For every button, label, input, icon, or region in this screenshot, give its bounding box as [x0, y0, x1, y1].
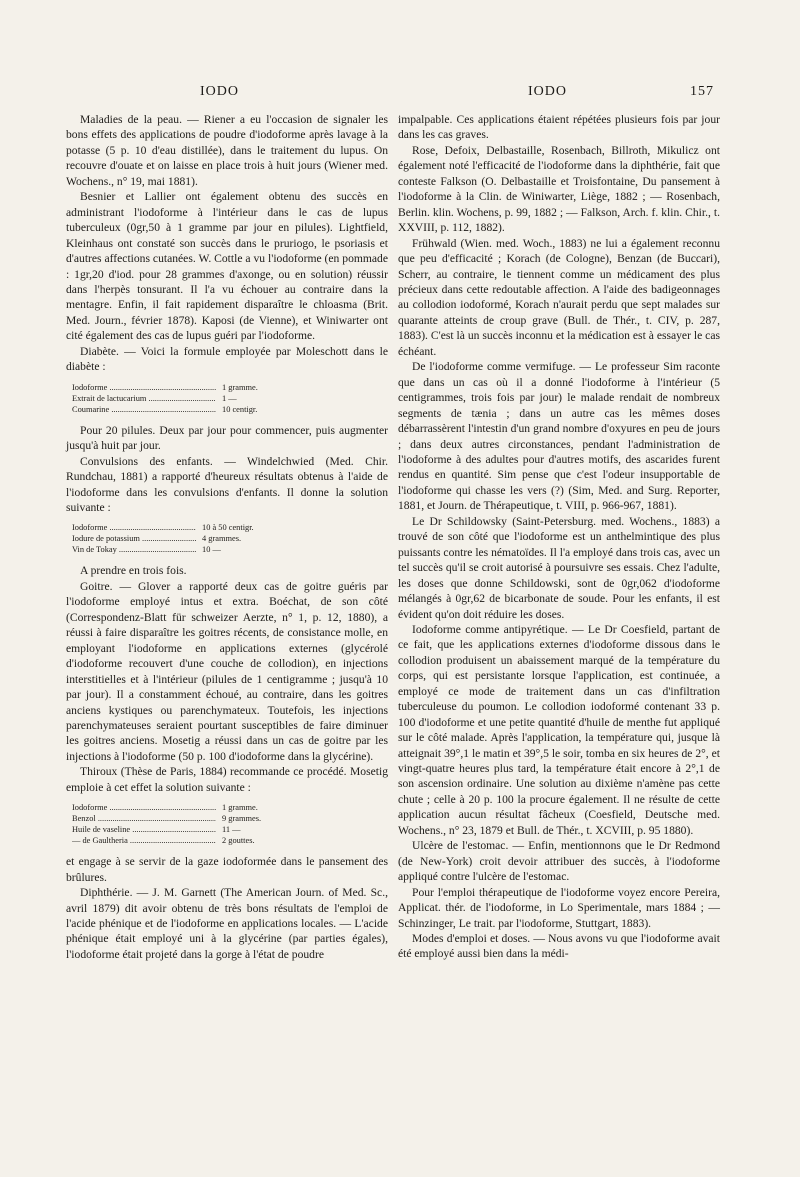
quantity: 4 grammes.	[202, 534, 242, 544]
ingredient: Coumarine .....	[72, 404, 216, 415]
ingredient: Iodoforme .....	[72, 522, 196, 533]
formula-convulsions	[72, 522, 292, 555]
ingredient: Vin de Tokay .....	[72, 544, 196, 555]
paragraph: Diabète. — Voici la formule employée par Moleschott dans le diabète :	[66, 344, 388, 374]
formula-row	[72, 824, 292, 835]
paragraph: Convulsions des enfants. — Windelchwied (Med. Chir. Rundchau, 1881) a rapporté d'heureux résultats obtenus à l'aide de l'iodoforme dans les convulsions d'enfants. Il donne la solution suivante :	[66, 454, 388, 514]
running-head-left: IODO	[200, 84, 239, 99]
ingredient: Iodoforme .....	[72, 802, 216, 813]
paragraph: Pour 20 pilules. Deux par jour pour commencer, puis augmenter jusqu'à huit par jour.	[66, 423, 388, 453]
quantity: 10 —	[202, 545, 221, 555]
paragraph: Maladies de la peau. — Riener a eu l'occasion de signaler les bons effets des applications de poudre d'iodoforme après lavage à la potasse (5 p. 10 d'eau distillée), dans le traitement du lupus. On recouvre d'ouate et on laisse en place trois à huit jours (Wiener med. Wochens., n° 19, mai 1881).	[66, 113, 388, 188]
paragraph: impalpable. Ces applications étaient répétées plusieurs fois par jour dans les cas graves.	[398, 113, 720, 142]
paragraph: Rose, Defoix, Delbastaille, Rosenbach, Billroth, Mikulicz ont également noté l'efficacité de l'iodoforme dans la diphthérie, fait que conteste Falkson (O. Delbastaille et Troisfontaine, Du pansement à l'iodoforme à la Clin. de Winiwarter, Liège, 1882 ; — Rosenbach, Berlin. klin. Wochens, p. 99, 1882 ; — Falkson, Arch. f. klin. Chir., t. XXVIII, p. 112, 1882).	[398, 143, 720, 235]
paragraph: et engage à se servir de la gaze iodoformée dans le pansement des brûlures.	[66, 855, 388, 884]
paragraph: De l'iodoforme comme vermifuge. — Le professeur Sim raconte que dans un cas où il a donné l'iodoforme à l'intérieur (5 centigrammes, trois fois par jour) le malade rendait de nombreux segments de tænia ; dans un autre cas les mêmes doses débarrassèrent l'intestin d'un grand nombre d'oxyures en peu de jours ; dans deux autres circonstances, pendant l'administration de l'iodoforme à des adultes pour d'autres motifs, des ascarides furent rendus en quantité. Sim pense que c'est l'odeur insupportable de l'iodoforme qui chasse les vers (?) (Sim, Med. and Surg. Reporter, 1881, et Journ. de Thérapeutique, t. VIII, p. 966-967, 1881).	[398, 360, 720, 513]
formula-row	[72, 533, 292, 544]
paragraph: Iodoforme comme antipyrétique. — Le Dr Coesfield, partant de ce fait, que les applications externes d'iodoforme dissous dans le collodion produisent un abaissement marqué de la température du corps, qui est persistante lorsque l'application, est continuée, a employé ce mode de traitement dans un cas d'infiltration tuberculeuse du poumon. Le collodion iodoformé contenant 33 p. 100 d'iodoforme et une petite quantité d'huile de menthe fut appliqué sur le côté malade. Après l'application, la température qui, jusque là atteignait 39°,1 le matin et 39°,5 le soir, tomba en six heures de 2°, et vingt-quatre heures plus tard, la température était encore à 2°,1 de son ascension ordinaire. Une solution au dixième n'amène pas cette chute ; celle à 20 p. 100 la procure également. Il ne résulte de cette application aucun résultat fâcheux (Coesfield, Deutsche med. Wochens., n° 23, 1879 et Bull. de Thér., t. XCVIII, p. 95 1880).	[398, 622, 720, 837]
paragraph: Pour l'emploi thérapeutique de l'iodoforme voyez encore Pereira, Applicat. thér. de l'iodoforme, in Lo Sperimentale, mars 1884 ; — Schinzinger, Le trait. par l'iodoforme, Stuttgart, 1883).	[398, 885, 720, 930]
ingredient: Benzol .....	[72, 813, 216, 824]
quantity: 1 gramme.	[222, 803, 258, 813]
formula-row	[72, 544, 292, 555]
left-column	[66, 112, 388, 962]
right-column	[398, 112, 720, 962]
paragraph: Besnier et Lallier ont également obtenu des succès en administrant l'iodoforme à l'intérieur dans le cas de lupus tuberculeux (0gr,50 à 1 gramme par jour en pilules). Lightfield, Kleinhaus ont constaté son succès dans le pruriogo, le psoriasis et d'autres affections cutanées. W. Cottle a vu l'iodoforme (en pommade : 1gr,20 d'iod. pour 28 grammes d'axonge, ou en solution) réussir dans l'herpès tonsurant. Il l'a vu échouer au contraire dans la mentagre. Enfin, il fait rapidement disparaître le chloasma (Brit. Med. Journ., février 1878). Kaposi (de Vienne), et Winiwarter ont cité également des cas de lupus guéri par l'iodoforme.	[66, 190, 388, 343]
formula-row	[72, 813, 292, 824]
ingredient: — de Gaultheria .....	[72, 835, 216, 846]
paragraph: Modes d'emploi et doses. — Nous avons vu que l'iodoforme avait été employé aussi bien dans la médi-	[398, 932, 720, 961]
quantity: 11 —	[222, 825, 241, 835]
paragraph: Goitre. — Glover a rapporté deux cas de goitre guéris par l'iodoforme employé intus et extra. Boéchat, de son côté (Correspondenz-Blatt für schweizer Aerzte, n° 1, p. 12, 1880), a réussi à faire disparaître les goitres récents, de consistance molle, en employant l'iodoforme en applications externes (glycérolé d'iodoforme recouvert d'une couche de collodion), en injections interstitielles et à l'intérieur (pilules de 1 centigramme ; jusqu'à 10 par jour). Il a constamment échoué, au contraire, dans les goitres anciens kystiques ou parenchymateux. Toutefois, les injections parenchymateuses seraient pourtant susceptibles de faire diminuer les goitres anciens. Mosetig a réussi dans un cas de goitre par les injections à l'iodoforme (50 p. 100 d'iodoforme dans la glycérine).	[66, 579, 388, 763]
quantity: 10 centigr.	[222, 404, 258, 414]
quantity: 9 grammes.	[222, 814, 262, 824]
formula-row	[72, 522, 292, 533]
ingredient: Iodoforme .....	[72, 382, 216, 393]
ingredient: Extrait de lactucarium .....	[72, 393, 216, 404]
paragraph: Le Dr Schildowsky (Saint-Petersburg. med. Wochens., 1883) a trouvé de son côté que l'iodoforme est un anthelmintique des plus puissants contre les nématoïdes. Il l'a employé dans trois cas, avec un tel succès qu'il se croit autorisé à poursuivre ses essais. Chez l'adulte, les doses que donne Schildowski, sont de 0gr,062 d'iodoforme mélangés à 0gr,62 de bicarbonate de soude. Pour les enfants, il est évident qu'on doit réduire les doses.	[398, 514, 720, 621]
quantity: 1 —	[222, 393, 237, 403]
formula-row	[72, 835, 292, 846]
quantity: 2 gouttes.	[222, 836, 255, 846]
formula-goitre	[72, 802, 292, 846]
formula-row	[72, 802, 292, 813]
formula-row	[72, 393, 292, 404]
paragraph: Frühwald (Wien. med. Woch., 1883) ne lui a également reconnu que peu d'efficacité ; Korach (de Cologne), Benzan (de Buccari), Scherr, au contraire, le tiennent comme un médicament des plus précieux dans cette redoutable affection. A l'aide des badigeonnages au collodion iodoformé, Korach n'aurait perdu que sept malades sur quarante atteints de croup grave (Bull. de Thér., t. CIV, p. 287, 1883). C'est là un succès inconnu et la médication est à essayer le cas échéant.	[398, 236, 720, 358]
formula-diabete	[72, 382, 292, 415]
formula-row	[72, 404, 292, 415]
paragraph: A prendre en trois fois.	[80, 564, 187, 578]
paragraph: Diphthérie. — J. M. Garnett (The American Journ. of Med. Sc., avril 1879) dit avoir obtenu de très bons résultats de l'emploi de l'acide phénique et de l'iodoforme en applications locales. — L'acide phénique était employé uni à la glycérine (par parties égales), l'iodoforme était projeté dans la gorge à l'état de poudre	[66, 886, 388, 961]
page-number: 157	[690, 84, 714, 99]
quantity: 10 à 50 centigr.	[202, 523, 254, 533]
ingredient: Iodure de potassium .....	[72, 533, 196, 544]
running-head-right: IODO	[528, 84, 567, 99]
quantity: 1 gramme.	[222, 382, 258, 392]
paragraph: Thiroux (Thèse de Paris, 1884) recommande ce procédé. Mosetig emploie à cet effet la solution suivante :	[66, 765, 388, 794]
formula-row	[72, 382, 292, 393]
paragraph: Ulcère de l'estomac. — Enfin, mentionnons que le Dr Redmond (de New-York) croit devoir attribuer des succès, à l'iodoforme appliqué contre l'ulcère de l'estomac.	[398, 839, 720, 884]
ingredient: Huile de vaseline .....	[72, 824, 216, 835]
